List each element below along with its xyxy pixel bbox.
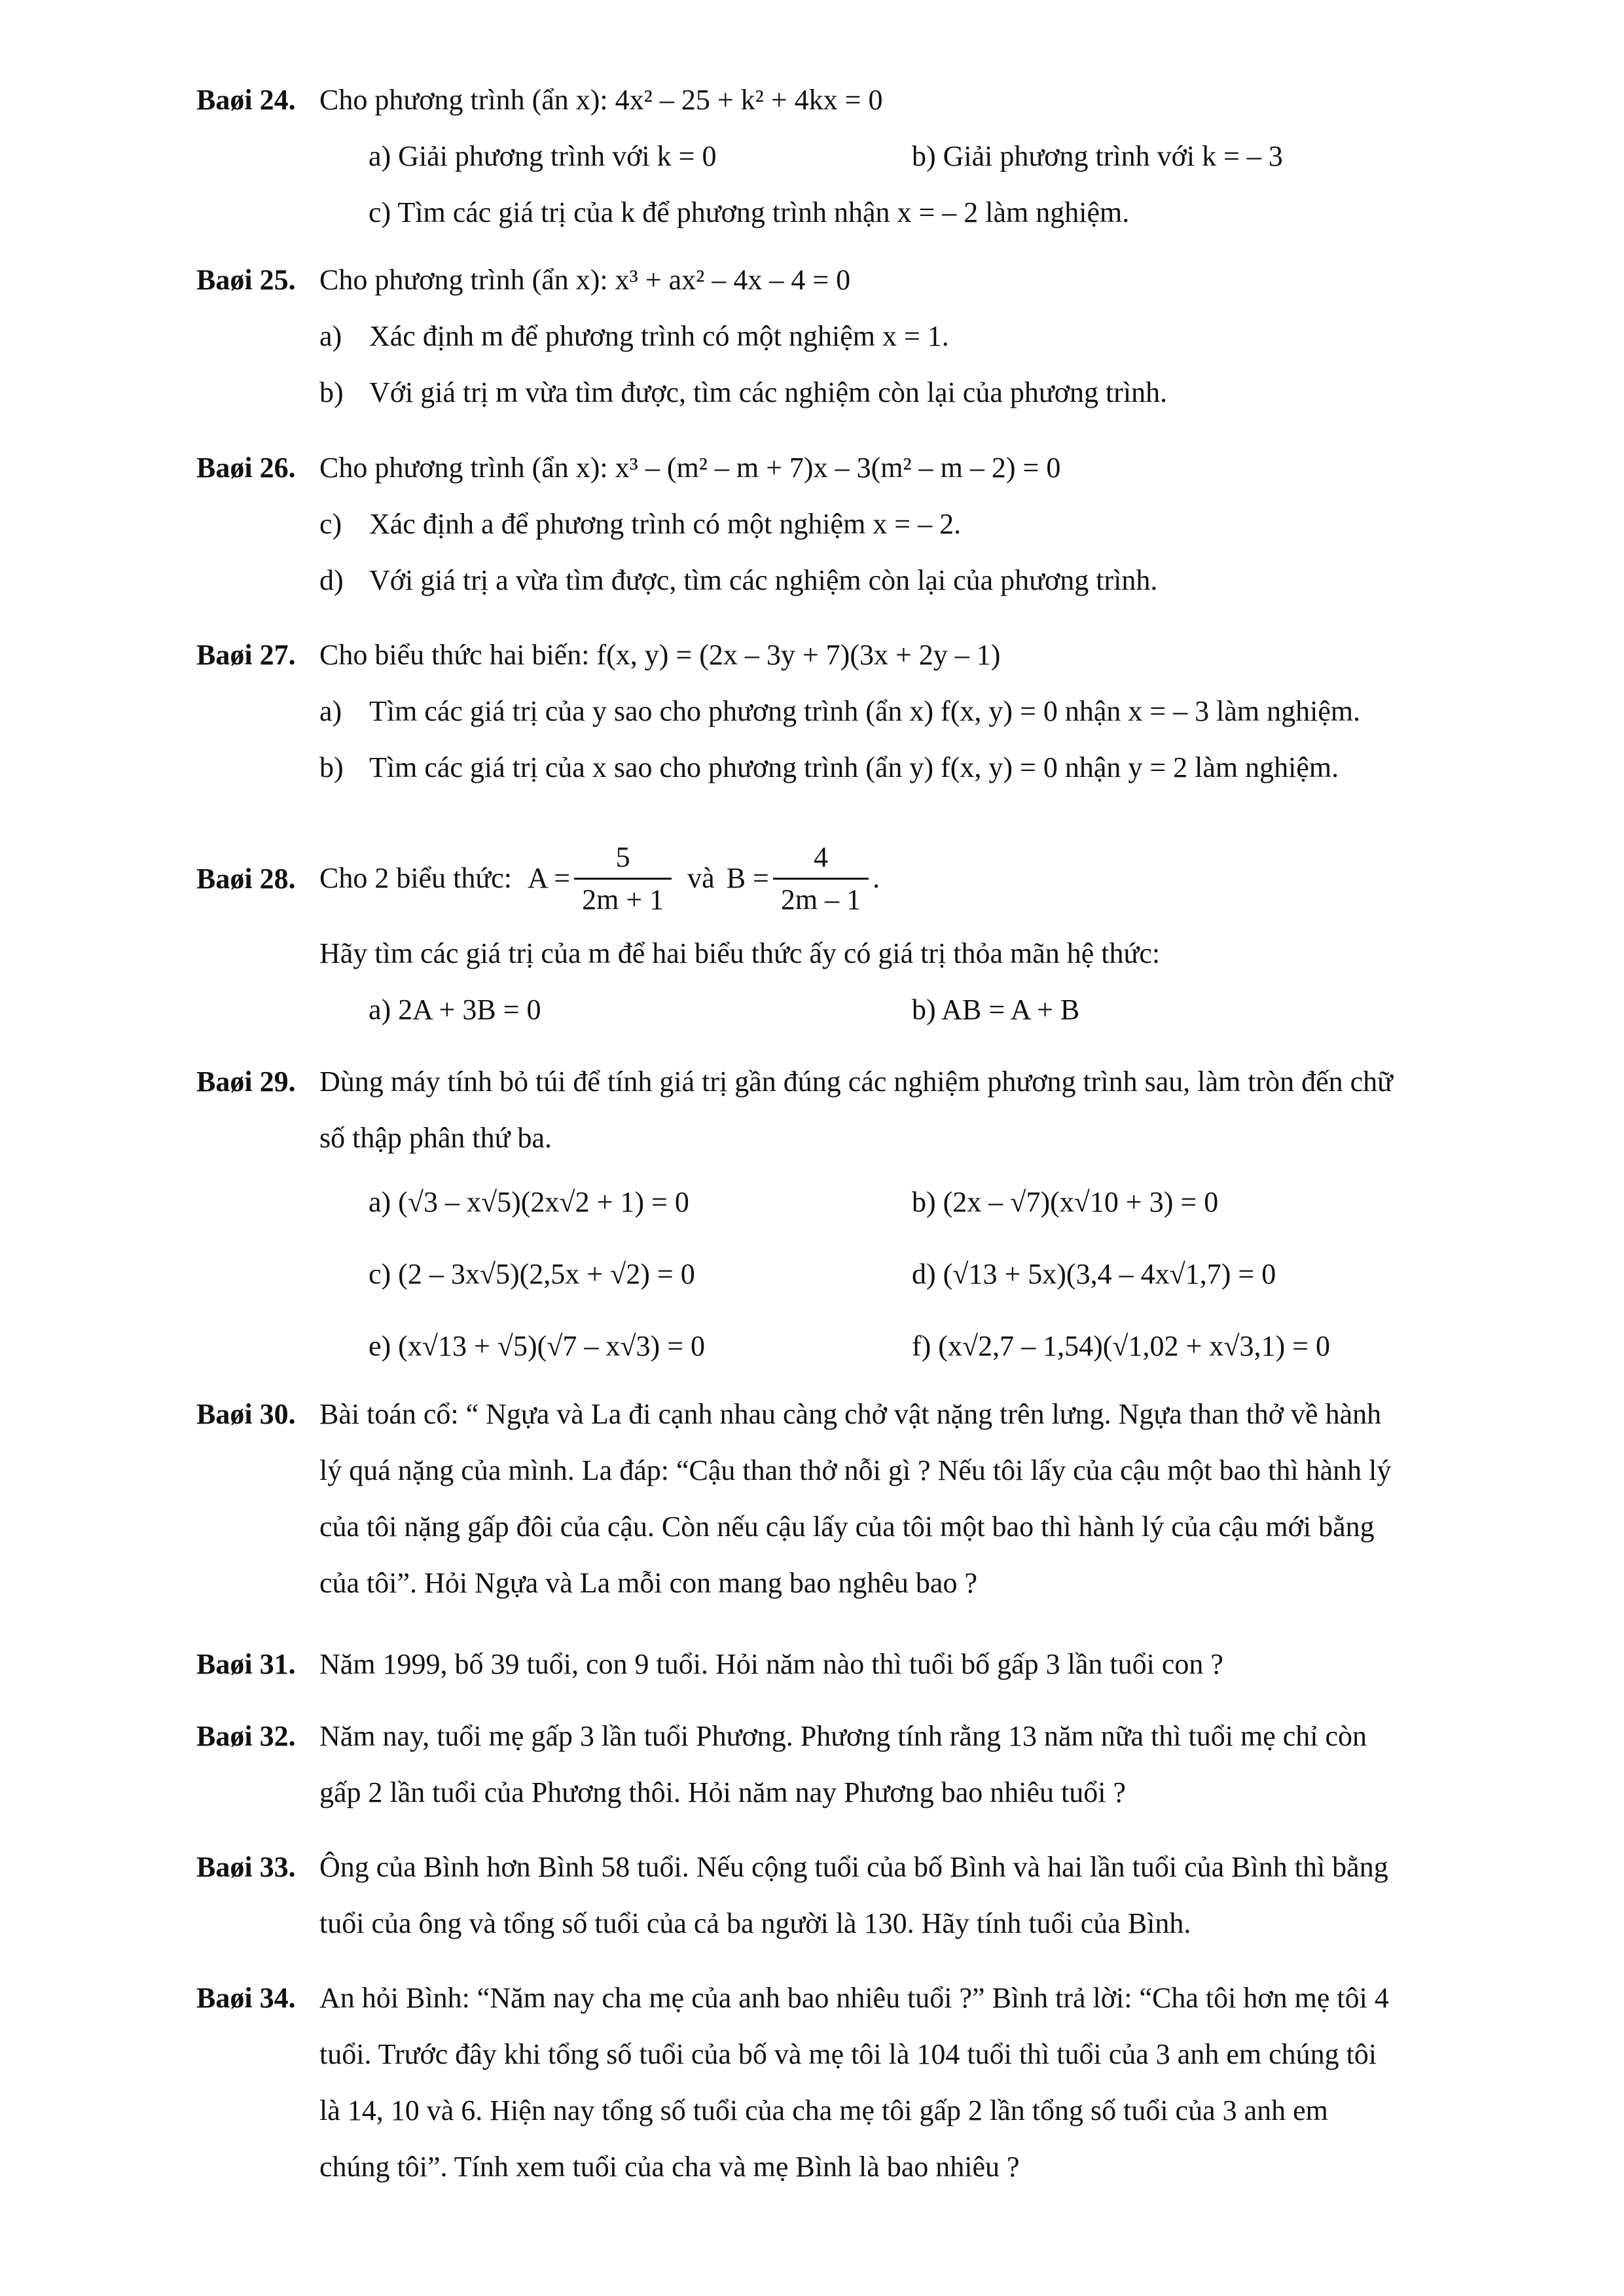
problem-27 (196, 627, 1558, 796)
text-line: tuổi của ông và tổng số tuổi của cả ba người là 130. Hãy tính tuổi của Bình. (319, 1907, 1191, 1939)
item-text: Xác định m để phương trình có một nghiệm x = 1. (369, 320, 949, 352)
fraction-b (773, 837, 869, 920)
item-text: Tìm các giá trị của x sao cho phương trình (ẩn y) f(x, y) = 0 nhận y = 2 làm nghiệm. (369, 751, 1339, 783)
problem-30 (196, 1386, 1558, 1611)
list-item (319, 496, 1558, 552)
text-line: tuổi. Trước đây khi tổng số tuổi của bố và mẹ tôi là 104 tuổi thì tuổi của 3 anh em chúng tôi (319, 2038, 1377, 2070)
problem-intro: Dùng máy tính bỏ túi để tính giá trị gần đúng các nghiệm phương trình sau, làm tròn đến chữ (319, 1066, 1393, 1098)
and-word: và (687, 862, 715, 894)
subitem-a: a) Giải phương trình với k = 0 (369, 140, 717, 172)
text-line: chúng tôi”. Tính xem tuổi của cha và mẹ Bình là bao nhiêu ? (319, 2151, 1020, 2183)
text-line: gấp 2 lần tuổi của Phương thôi. Hỏi năm nay Phương bao nhiêu tuổi ? (319, 1776, 1126, 1808)
problem-25 (196, 252, 1558, 421)
equation-d: d) (√13 + 5x)(3,4 – 4x√1,7) = 0 (912, 1258, 1276, 1290)
problem-label: Baøi 31. (196, 1648, 296, 1680)
equation-b: b) (2x – √7)(x√10 + 3) = 0 (912, 1186, 1219, 1218)
problem-32 (196, 1708, 1558, 1821)
equation-c: c) (2 – 3x√5)(2,5x + √2) = 0 (369, 1258, 695, 1290)
text-line: Ông của Bình hơn Bình 58 tuổi. Nếu cộng tuổi của bố Bình và hai lần tuổi của Bình thì bằng (319, 1851, 1388, 1883)
item-letter: a) (319, 320, 342, 352)
item-text: Xác định a để phương trình có một nghiệm x = – 2. (369, 508, 962, 540)
problem-26 (196, 440, 1558, 609)
problem-label: Baøi 34. (196, 1982, 296, 2014)
item-letter: a) (319, 695, 342, 727)
subitems-row (319, 185, 1558, 241)
problem-29 (196, 1054, 1558, 1382)
subitem-b: b) AB = A + B (912, 994, 1080, 1026)
problem-intro-cont: số thập phân thứ ba. (319, 1122, 552, 1154)
problem-33 (196, 1839, 1558, 1952)
problem-intro: Cho phương trình (ẩn x): x³ + ax² – 4x – 4 = 0 (319, 264, 851, 296)
fraction-a-numerator: 5 (574, 837, 672, 880)
subitem-b: b) Giải phương trình với k = – 3 (912, 140, 1283, 172)
text-line: là 14, 10 và 6. Hiện nay tổng số tuổi của cha mẹ tôi gấp 2 lần tổng số tuổi của 3 anh em (319, 2094, 1328, 2126)
subitems-row (319, 1310, 1558, 1382)
problem-28 (196, 831, 1558, 1038)
fraction-a-denominator: 2m + 1 (582, 883, 664, 916)
list-item (319, 552, 1558, 609)
problem-label: Baøi 33. (196, 1851, 296, 1883)
period: . (873, 862, 880, 894)
problem-label: Baøi 28. (196, 863, 296, 895)
fraction-b-numerator: 4 (773, 837, 869, 880)
list-item (319, 308, 1558, 365)
problem-label: Baøi 30. (196, 1398, 296, 1430)
problem-label: Baøi 32. (196, 1720, 296, 1752)
list-item (319, 365, 1558, 421)
problem-intro: Cho phương trình (ẩn x): 4x² – 25 + k² + 4kx = 0 (319, 84, 883, 116)
subitems-row (319, 1238, 1558, 1310)
subitems-row (319, 982, 1558, 1038)
text-line: của tôi”. Hỏi Ngựa và La mỗi con mang bao nghêu bao ? (319, 1567, 977, 1599)
list-item (319, 683, 1558, 740)
text-line: An hỏi Bình: “Năm nay cha mẹ của anh bao nhiêu tuổi ?” Bình trả lời: “Cha tôi hơn mẹ tôi 4 (319, 1982, 1389, 2014)
problem-intro: Cho 2 biểu thức: (319, 862, 512, 894)
item-letter: b) (319, 751, 344, 783)
equation-f: f) (x√2,7 – 1,54)(√1,02 + x√3,1) = 0 (912, 1330, 1330, 1362)
item-letter: c) (319, 508, 342, 540)
problem-34 (196, 1970, 1558, 2195)
problem-label: Baøi 27. (196, 639, 296, 671)
item-text: Với giá trị m vừa tìm được, tìm các nghiệm còn lại của phương trình. (369, 376, 1168, 408)
problem-intro: Cho phương trình (ẩn x): x³ – (m² – m + 7)x – 3(m² – m – 2) = 0 (319, 452, 1061, 484)
question-text: Hãy tìm các giá trị của m để hai biểu thức ấy có giá trị thỏa mãn hệ thức: (319, 937, 1161, 969)
item-text: Tìm các giá trị của y sao cho phương trình (ẩn x) f(x, y) = 0 nhận x = – 3 làm nghiệm. (369, 695, 1361, 727)
text-line: Năm nay, tuổi mẹ gấp 3 lần tuổi Phương. Phương tính rằng 13 năm nữa thì tuổi mẹ chỉ còn (319, 1720, 1367, 1752)
fraction-b-denominator: 2m – 1 (780, 883, 861, 916)
equation-a: a) (√3 – x√5)(2x√2 + 1) = 0 (369, 1186, 689, 1218)
item-letter: d) (319, 564, 344, 596)
text-line: của tôi nặng gấp đôi của cậu. Còn nếu cậu lấy của tôi một bao thì hành lý của cậu mới bằng (319, 1511, 1375, 1543)
problem-intro: Cho biểu thức hai biến: f(x, y) = (2x – 3y + 7)(3x + 2y – 1) (319, 639, 1001, 671)
expr-b-lhs: B = (726, 862, 769, 894)
problem-label: Baøi 26. (196, 452, 296, 484)
text-line: Năm 1999, bố 39 tuổi, con 9 tuổi. Hỏi năm nào thì tuổi bố gấp 3 lần tuổi con ? (319, 1648, 1223, 1680)
fraction-a (574, 837, 672, 920)
problem-label: Baøi 24. (196, 84, 296, 116)
subitem-a: a) 2A + 3B = 0 (369, 994, 541, 1026)
problem-label: Baøi 29. (196, 1066, 296, 1098)
text-line: lý quá nặng của mình. La đáp: “Cậu than thở nỗi gì ? Nếu tôi lấy của cậu một bao thì hành lý (319, 1454, 1392, 1486)
text-line: Bài toán cổ: “ Ngựa và La đi cạnh nhau càng chở vật nặng trên lưng. Ngựa than thở về hành (319, 1398, 1382, 1430)
item-text: Với giá trị a vừa tìm được, tìm các nghiệm còn lại của phương trình. (369, 564, 1158, 596)
equation-e: e) (x√13 + √5)(√7 – x√3) = 0 (369, 1330, 706, 1362)
problem-31 (196, 1636, 1558, 1693)
subitems-row (319, 128, 1558, 185)
item-letter: b) (319, 376, 344, 408)
list-item (319, 740, 1558, 796)
problem-label: Baøi 25. (196, 264, 296, 296)
expression-line (319, 831, 1558, 925)
subitem-c: c) Tìm các giá trị của k để phương trình nhận x = – 2 làm nghiệm. (369, 196, 1130, 228)
subitems-row (319, 1166, 1558, 1238)
expr-a-lhs: A = (527, 862, 571, 894)
problem-24 (196, 72, 1558, 241)
